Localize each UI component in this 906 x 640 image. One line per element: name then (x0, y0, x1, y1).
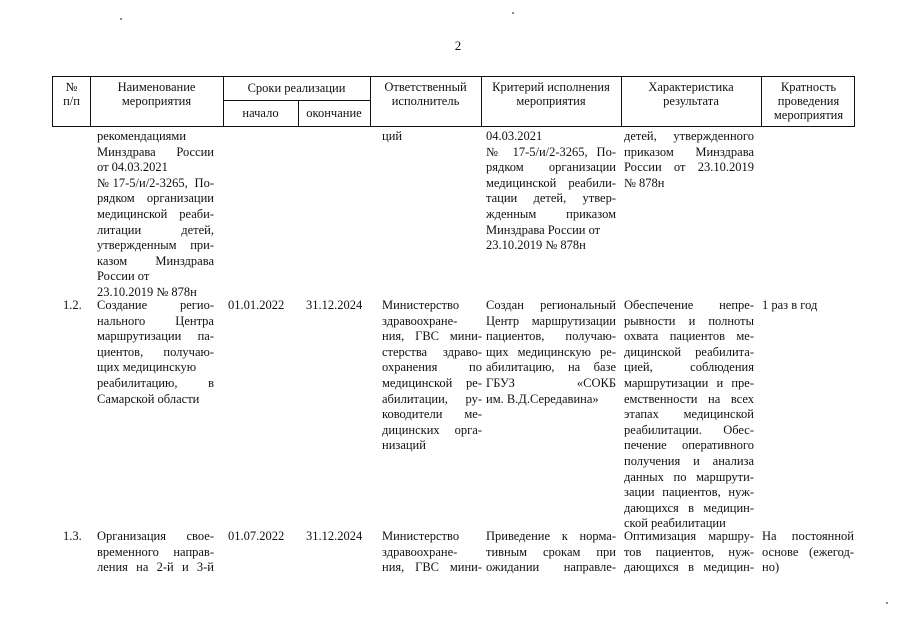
header-result: Характеристика результата (648, 80, 734, 108)
row-3-end: 31.12.2024 (306, 529, 363, 543)
header-criterion: Критерий исполнения мероприятия (492, 80, 610, 108)
header-start: начало (242, 106, 279, 120)
row-3-name: Организация свое- временного направ- ления на 2-й и 3-й (97, 529, 214, 575)
row-1-name: рекомендациями Минздрава России от 04.03.2021 №17-5/и/2-3265, По- рядком организации медицинской реаби- литации детей, утвержденным при- казом Минздрава России от 23.10.2019 № 878н (97, 129, 214, 299)
table-header (52, 76, 855, 127)
scan-speck (512, 12, 514, 14)
header-num: № п/п (63, 80, 80, 108)
row-2-responsible: Министерство здравоохране- ния, ГВС мини- стерства здраво- охранения по медицинской ре- абилитации, ру- ководители ме- дицинских орга- низаций (382, 298, 482, 453)
row-1-result: детей, утвержденного приказом Минздрава России от 23.10.2019 № 878н (624, 129, 754, 190)
header-terms: Сроки реализации (247, 81, 346, 95)
row-3-frequency: На постоянной основе (ежегод- но) (762, 529, 854, 575)
header-end: окончание (306, 106, 362, 120)
row-3-num: 1.3. (63, 529, 82, 543)
header-responsible: Ответственный исполнитель (384, 80, 467, 108)
scan-speck (120, 18, 122, 20)
row-1-responsible: ций (382, 129, 403, 143)
row-2-name: Создание регио- нального Центра маршрутизации па- циентов, получаю- щих медицинскую реабилитацию, в Самарской области (97, 298, 214, 406)
row-2-num: 1.2. (63, 298, 82, 312)
row-2-end: 31.12.2024 (306, 298, 363, 312)
terms-divider (223, 100, 370, 101)
row-3-result: Оптимизация маршру- тов пациентов, нуж- дающихся в медицин- (624, 529, 754, 575)
row-3-responsible: Министерство здравоохране- ния, ГВС мини- (382, 529, 482, 575)
row-3-start: 01.07.2022 (228, 529, 285, 543)
header-frequency: Кратность проведения мероприятия (773, 80, 844, 122)
header-name: Наименование мероприятия (117, 80, 196, 108)
row-3-criterion: Приведение к норма- тивным срокам при ожидании направле- (486, 529, 616, 575)
scan-speck (886, 602, 888, 604)
page-number: 2 (454, 38, 462, 53)
row-1-criterion: 04.03.2021 № 17-5/и/2-3265, По- рядком организации медицинской реабили- тации детей, утвер- жденным приказом Минздрава России от 23.10.2019 № 878н (486, 129, 616, 253)
row-2-frequency: 1 раз в год (762, 298, 818, 312)
row-2-start: 01.01.2022 (228, 298, 285, 312)
row-2-criterion: Создан региональный Центр маршрутизации пациентов, получаю- щих медицинскую ре- абилитацию, на базе ГБУЗ «СОКБ им. В.Д.Середавина» (486, 298, 616, 406)
row-2-result: Обеспечение непре- рывности и полноты охвата пациентов ме- дицинской реабилита- цией, соблюдения маршрутизации и пре- емственности на всех этапах медицинской реабилитации. Обес- печение оперативного получения и анализа данных по маршрути- зации пациентов, нуж- дающихся в медицин- ской реабилитации (624, 298, 754, 531)
